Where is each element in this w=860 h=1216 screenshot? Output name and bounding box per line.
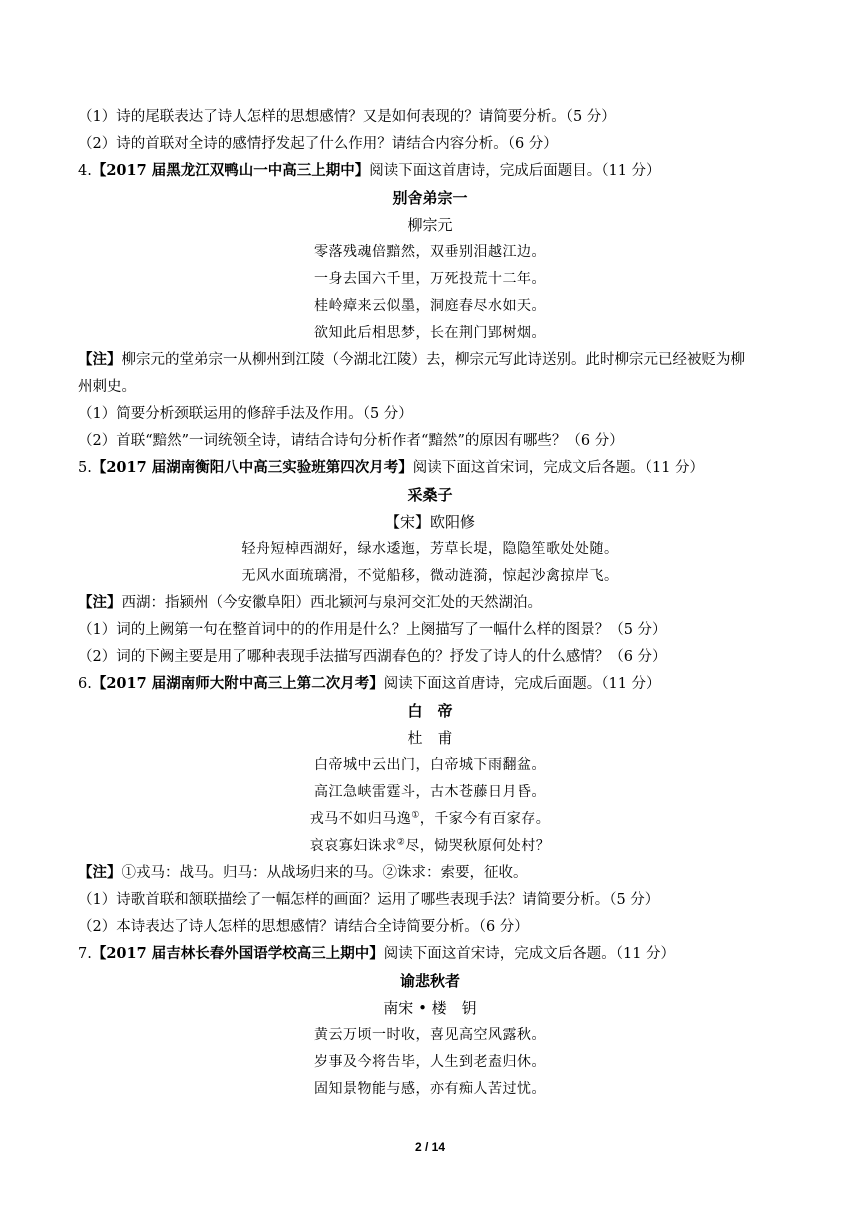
q5-header bbox=[78, 458, 704, 478]
footnote-marker-1: ① bbox=[411, 810, 420, 821]
q6-verse-3-b: ，千家今有百家存。 bbox=[419, 811, 551, 827]
q7-number: 7. bbox=[78, 946, 92, 962]
q4-number: 4. bbox=[78, 163, 92, 179]
q4-verse-2: 一身去国六千里，万死投荒十二年。 bbox=[314, 271, 546, 287]
q4-note-label: 【注】 bbox=[78, 351, 122, 368]
page-number: 2 / 14 bbox=[414, 1140, 446, 1154]
q6-source: 【2017 届湖南师大附中高三上第二次月考】 bbox=[91, 675, 384, 692]
q7-poem-author: 南宋 • 楼 钥 bbox=[383, 999, 477, 1017]
q4-verse-1: 零落残魂倍黯然，双垂别泪越江边。 bbox=[314, 244, 546, 260]
q5-verse-2: 无风水面琉璃滑，不觉船移，微动涟漪，惊起沙禽掠岸飞。 bbox=[241, 568, 619, 584]
q6-verse-4-a: 哀哀寡妇诛求 bbox=[309, 838, 397, 854]
q4-verse-4: 欲知此后相思梦，长在荆门郢树烟。 bbox=[314, 325, 546, 341]
q6-poem-title: 白 帝 bbox=[407, 702, 453, 720]
q6-subquestion-1: （1）诗歌首联和颔联描绘了一幅怎样的画面？运用了哪些表现手法？请简要分析。（5 分） bbox=[78, 892, 660, 908]
q3-subquestion-1: （1）诗的尾联表达了诗人怎样的思想感情？又是如何表现的？请简要分析。（5 分） bbox=[78, 109, 616, 125]
q4-header bbox=[78, 161, 661, 181]
q5-poem-title: 采桑子 bbox=[407, 486, 453, 504]
q4-source: 【2017 届黑龙江双鸭山一中高三上期中】 bbox=[91, 162, 370, 179]
q7-instruction: 阅读下面这首宋诗，完成文后各题。（11 分） bbox=[383, 946, 676, 962]
q7-header bbox=[78, 944, 675, 964]
q4-poem-title: 别舍弟宗一 bbox=[392, 189, 468, 207]
q4-poem-author: 柳宗元 bbox=[407, 216, 453, 234]
q6-verse-1: 白帝城中云出门，白帝城下雨翻盆。 bbox=[314, 757, 546, 773]
q5-note-label: 【注】 bbox=[78, 594, 122, 611]
q5-source: 【2017 届湖南衡阳八中高三实验班第四次月考】 bbox=[91, 459, 413, 476]
q3-subquestion-2: （2）诗的首联对全诗的感情抒发起了什么作用？请结合内容分析。（6 分） bbox=[78, 136, 558, 152]
q4-subquestion-1: （1）简要分析颈联运用的修辞手法及作用。（5 分） bbox=[78, 406, 413, 422]
q4-instruction: 阅读下面这首唐诗，完成后面题目。（11 分） bbox=[369, 163, 661, 179]
q7-verse-2: 岁事及今将告毕，人生到老盍归休。 bbox=[314, 1054, 546, 1070]
q7-verse-1: 黄云万顷一时收，喜见高空风露秋。 bbox=[314, 1027, 546, 1043]
q6-subquestion-2: （2）本诗表达了诗人怎样的思想感情？请结合全诗简要分析。（6 分） bbox=[78, 919, 529, 935]
q6-note bbox=[78, 863, 528, 883]
q4-note-cont: 州刺史。 bbox=[78, 379, 136, 395]
q6-verse-4 bbox=[0, 836, 860, 856]
q5-poem-author: 【宋】欧阳修 bbox=[384, 513, 475, 531]
q6-verse-2: 高江急峡雷霆斗，古木苍藤日月昏。 bbox=[314, 784, 546, 800]
q6-note-label: 【注】 bbox=[78, 864, 122, 881]
q5-subquestion-2: （2）词的下阙主要是用了哪种表现手法描写西湖春色的？抒发了诗人的什么感情？（6 分） bbox=[78, 649, 667, 665]
q5-verse-1: 轻舟短棹西湖好，绿水逶迤，芳草长堤，隐隐笙歌处处随。 bbox=[241, 541, 619, 557]
q7-source: 【2017 届吉林长春外国语学校高三上期中】 bbox=[91, 945, 384, 962]
q4-note bbox=[78, 350, 745, 370]
q5-number: 5. bbox=[78, 460, 92, 476]
q5-subquestion-1: （1）词的上阙第一句在整首词中的的作用是什么？上阕描写了一幅什么样的图景？（5 分） bbox=[78, 622, 667, 638]
q5-note-text: 西湖：指颍州（今安徽阜阳）西北颍河与泉河交汇处的天然湖泊。 bbox=[121, 595, 542, 611]
q4-note-text: 柳宗元的堂弟宗一从柳州到江陵（今湖北江陵）去，柳宗元写此诗送别。此时柳宗元已经被贬为柳 bbox=[121, 352, 745, 368]
q5-instruction: 阅读下面这首宋词，完成文后各题。（11 分） bbox=[412, 460, 705, 476]
q5-note bbox=[78, 593, 542, 613]
q6-poem-author: 杜 甫 bbox=[407, 729, 453, 747]
footnote-marker-2: ② bbox=[396, 837, 406, 848]
q6-note-text: ①戎马：战马。归马：从战场归来的马。②诛求：索要，征收。 bbox=[121, 865, 528, 881]
q6-header bbox=[78, 674, 661, 694]
q6-verse-4-b: 尽，恸哭秋原何处村？ bbox=[405, 838, 551, 854]
q7-poem-title: 谕悲秋者 bbox=[399, 972, 460, 990]
q6-number: 6. bbox=[78, 676, 92, 692]
q6-verse-3 bbox=[0, 809, 860, 829]
q4-verse-3: 桂岭瘴来云似墨，洞庭春尽水如天。 bbox=[314, 298, 546, 314]
q6-verse-3-a: 戎马不如归马逸 bbox=[309, 811, 412, 827]
q6-instruction: 阅读下面这首唐诗，完成后面题。（11 分） bbox=[383, 676, 661, 692]
q4-subquestion-2: （2）首联“黯然”一词统领全诗，请结合诗句分析作者“黯然”的原因有哪些？（6 分） bbox=[78, 433, 624, 449]
q7-verse-3: 固知景物能与感，亦有痴人苦过忧。 bbox=[314, 1081, 546, 1097]
